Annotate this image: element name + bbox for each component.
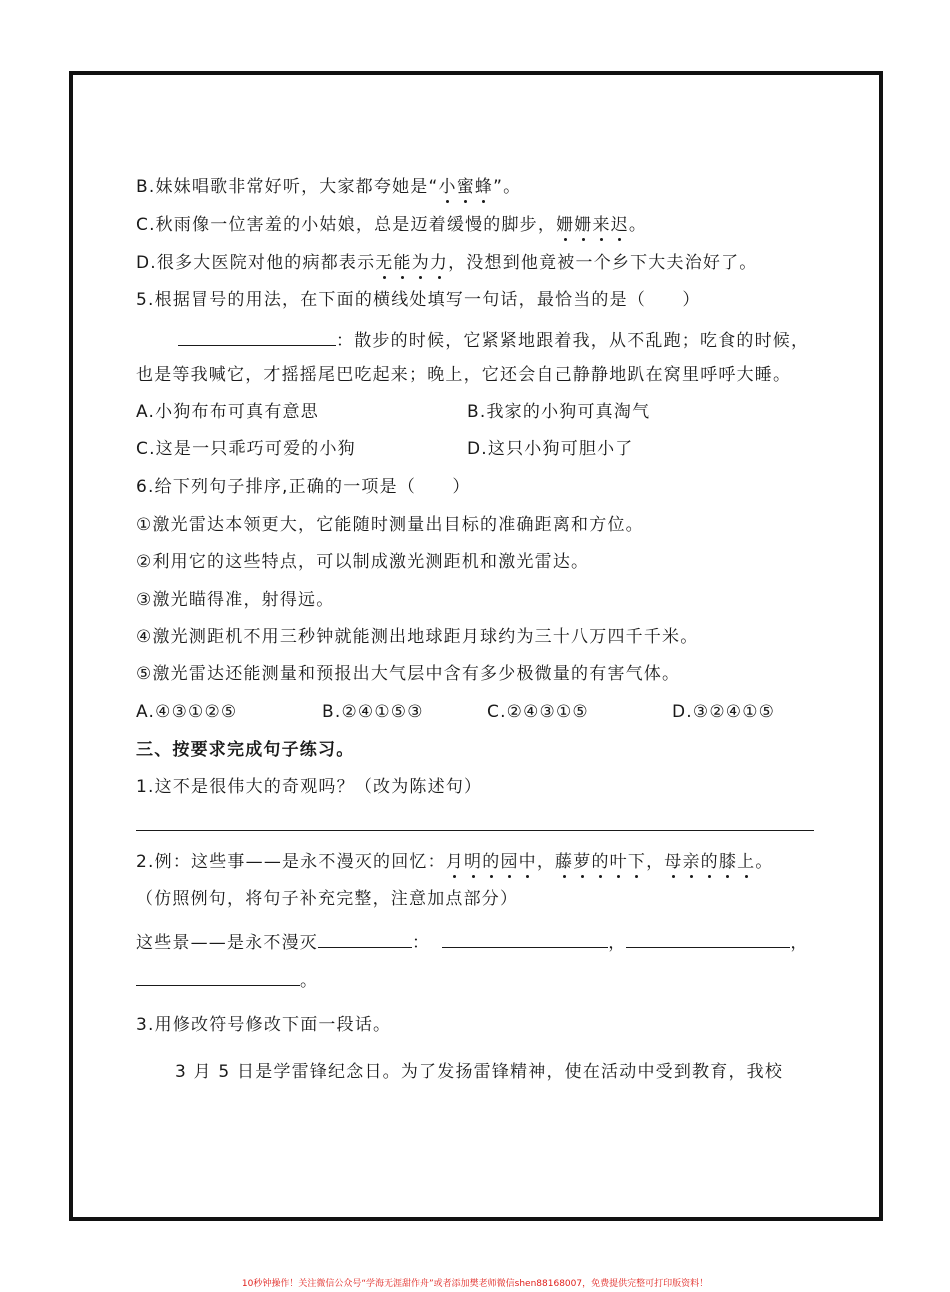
dotted-char: 膝 bbox=[718, 852, 738, 872]
dotted-char: 力 bbox=[429, 253, 449, 273]
q6-option-b[interactable]: B.②④①⑤③ bbox=[322, 702, 424, 722]
q6-sentence-4: ④激光测距机不用三秒钟就能测出地球距月球约为三十八万四千千米。 bbox=[136, 627, 699, 647]
dotted-char: 姗 bbox=[556, 215, 575, 235]
q6-option-c[interactable]: C.②④③①⑤ bbox=[487, 702, 589, 722]
dotted-char: 的 bbox=[482, 852, 501, 872]
punctuation: 。 bbox=[300, 971, 319, 991]
q6-sentence-5: ⑤激光雷达还能测量和预报出大气层中含有多少极微量的有害气体。 bbox=[136, 664, 681, 684]
q5-passage-line-2: 也是等我喊它，才摇摇尾巴吃起来；晚上，它还会自己静静地趴在窝里呼呼大睡。 bbox=[136, 365, 792, 385]
q4-option-b-text: B.妹妹唱歌非常好听，大家都夸她是“ bbox=[136, 177, 439, 197]
dotted-char: 母 bbox=[664, 852, 683, 872]
dotted-char: 月 bbox=[445, 852, 465, 872]
q2-blank-1[interactable] bbox=[318, 929, 412, 948]
q2-fill-prompt: 这些景——是永不漫灭 bbox=[136, 933, 318, 953]
q2-blank-2[interactable] bbox=[442, 929, 608, 948]
s3-question-3-passage: 3 月 5 日是学雷锋纪念日。为了发扬雷锋精神，使在活动中受到教育，我校 bbox=[175, 1062, 784, 1082]
dotted-char: 蜂 bbox=[474, 177, 494, 197]
dotted-char: 迟 bbox=[610, 215, 629, 235]
q6-option-d[interactable]: D.③②④①⑤ bbox=[672, 702, 776, 722]
q4-option-c bbox=[136, 214, 647, 236]
punctuation: ， bbox=[790, 933, 809, 953]
q2-example-text: 2.例：这些事——是永不漫灭的回忆： bbox=[136, 852, 446, 872]
q6-sentence-1: ①激光雷达本领更大，它能随时测量出目标的准确距离和方位。 bbox=[136, 515, 644, 535]
punctuation: ， bbox=[646, 852, 665, 872]
s3-question-3: 3.用修改符号修改下面一段话。 bbox=[136, 1015, 392, 1035]
s3-question-2-fill-line-2 bbox=[136, 967, 318, 992]
q4-option-d-end: ，没想到他竟被一个乡下大夫治好了。 bbox=[448, 253, 758, 273]
s3-question-2-fill-line bbox=[136, 929, 809, 954]
q5-passage-text-1: ：散步的时候，它紧紧地跟着我，从不乱跑；吃食的时候， bbox=[336, 331, 810, 351]
q4-option-d-text: D.很多大医院对他的病都表示 bbox=[136, 253, 376, 273]
dotted-char: 的 bbox=[591, 852, 610, 872]
punctuation: ， bbox=[536, 852, 556, 872]
punctuation: ： bbox=[412, 933, 431, 953]
q6-sentence-2: ②利用它的这些特点，可以制成激光测距机和激光雷达。 bbox=[136, 552, 590, 572]
q6-option-a[interactable]: A.④③①②⑤ bbox=[136, 702, 238, 722]
s3-question-1: 1.这不是很伟大的奇观吗？（改为陈述句） bbox=[136, 777, 483, 797]
dotted-char: 无 bbox=[375, 253, 394, 273]
q6-question: 6.给下列句子排序,正确的一项是（ ） bbox=[136, 477, 471, 497]
q4-option-c-text: C.秋雨像一位害羞的小姑娘，总是迈着缓慢的脚步， bbox=[136, 215, 557, 235]
q2-blank-3[interactable] bbox=[626, 929, 790, 948]
dotted-char: 萝 bbox=[573, 852, 592, 872]
footer-promo-text: 10秒钟操作！关注微信公众号“学海无涯甜作舟”或者添加樊老师微信shen88168007，免费提供完整可打印版资料！ bbox=[241, 1279, 709, 1289]
q5-answer-blank[interactable] bbox=[178, 327, 336, 346]
q5-option-b[interactable]: B.我家的小狗可真淘气 bbox=[467, 402, 651, 422]
punctuation: ， bbox=[608, 933, 627, 953]
dotted-char: 姗 bbox=[574, 215, 593, 235]
dotted-char: 藤 bbox=[555, 852, 574, 872]
q5-option-a[interactable]: A.小狗布布可真有意思 bbox=[136, 402, 319, 422]
q4-option-b bbox=[136, 176, 521, 198]
dotted-char: 上 bbox=[737, 852, 756, 872]
q4-option-b-end: ”。 bbox=[493, 177, 522, 197]
q2-blank-4[interactable] bbox=[136, 967, 300, 986]
q5-options-row-1 bbox=[136, 401, 319, 423]
dotted-char: 中 bbox=[518, 852, 537, 872]
dotted-char: 来 bbox=[592, 215, 611, 235]
dotted-char: 下 bbox=[627, 852, 647, 872]
dotted-char: 明 bbox=[464, 852, 483, 872]
q4-option-d bbox=[136, 252, 758, 274]
q6-sentence-3: ③激光瞄得准，射得远。 bbox=[136, 590, 335, 610]
dotted-char: 能 bbox=[393, 253, 412, 273]
q4-option-c-end: 。 bbox=[628, 215, 648, 235]
dotted-char: 小 bbox=[438, 177, 457, 197]
s3-question-2-example bbox=[136, 851, 773, 873]
dotted-char: 的 bbox=[700, 852, 719, 872]
dotted-char: 叶 bbox=[609, 852, 628, 872]
q5-question: 5.根据冒号的用法，在下面的横线处填写一句话，最恰当的是（ ） bbox=[136, 290, 701, 310]
dotted-char: 为 bbox=[411, 253, 430, 273]
q5-option-d[interactable]: D.这只小狗可胆小了 bbox=[467, 439, 634, 459]
section-3-heading: 三、按要求完成句子练习。 bbox=[136, 740, 355, 760]
punctuation: 。 bbox=[755, 852, 774, 872]
q5-option-c[interactable]: C.这是一只乖巧可爱的小狗 bbox=[136, 439, 356, 459]
q5-passage-line-1 bbox=[178, 327, 809, 352]
dotted-char: 亲 bbox=[682, 852, 701, 872]
s3-question-2-note: （仿照例句，将句子补充完整，注意加点部分） bbox=[136, 889, 519, 909]
dotted-char: 蜜 bbox=[456, 177, 475, 197]
s3-q1-answer-line[interactable] bbox=[136, 830, 814, 831]
dotted-char: 园 bbox=[500, 852, 519, 872]
